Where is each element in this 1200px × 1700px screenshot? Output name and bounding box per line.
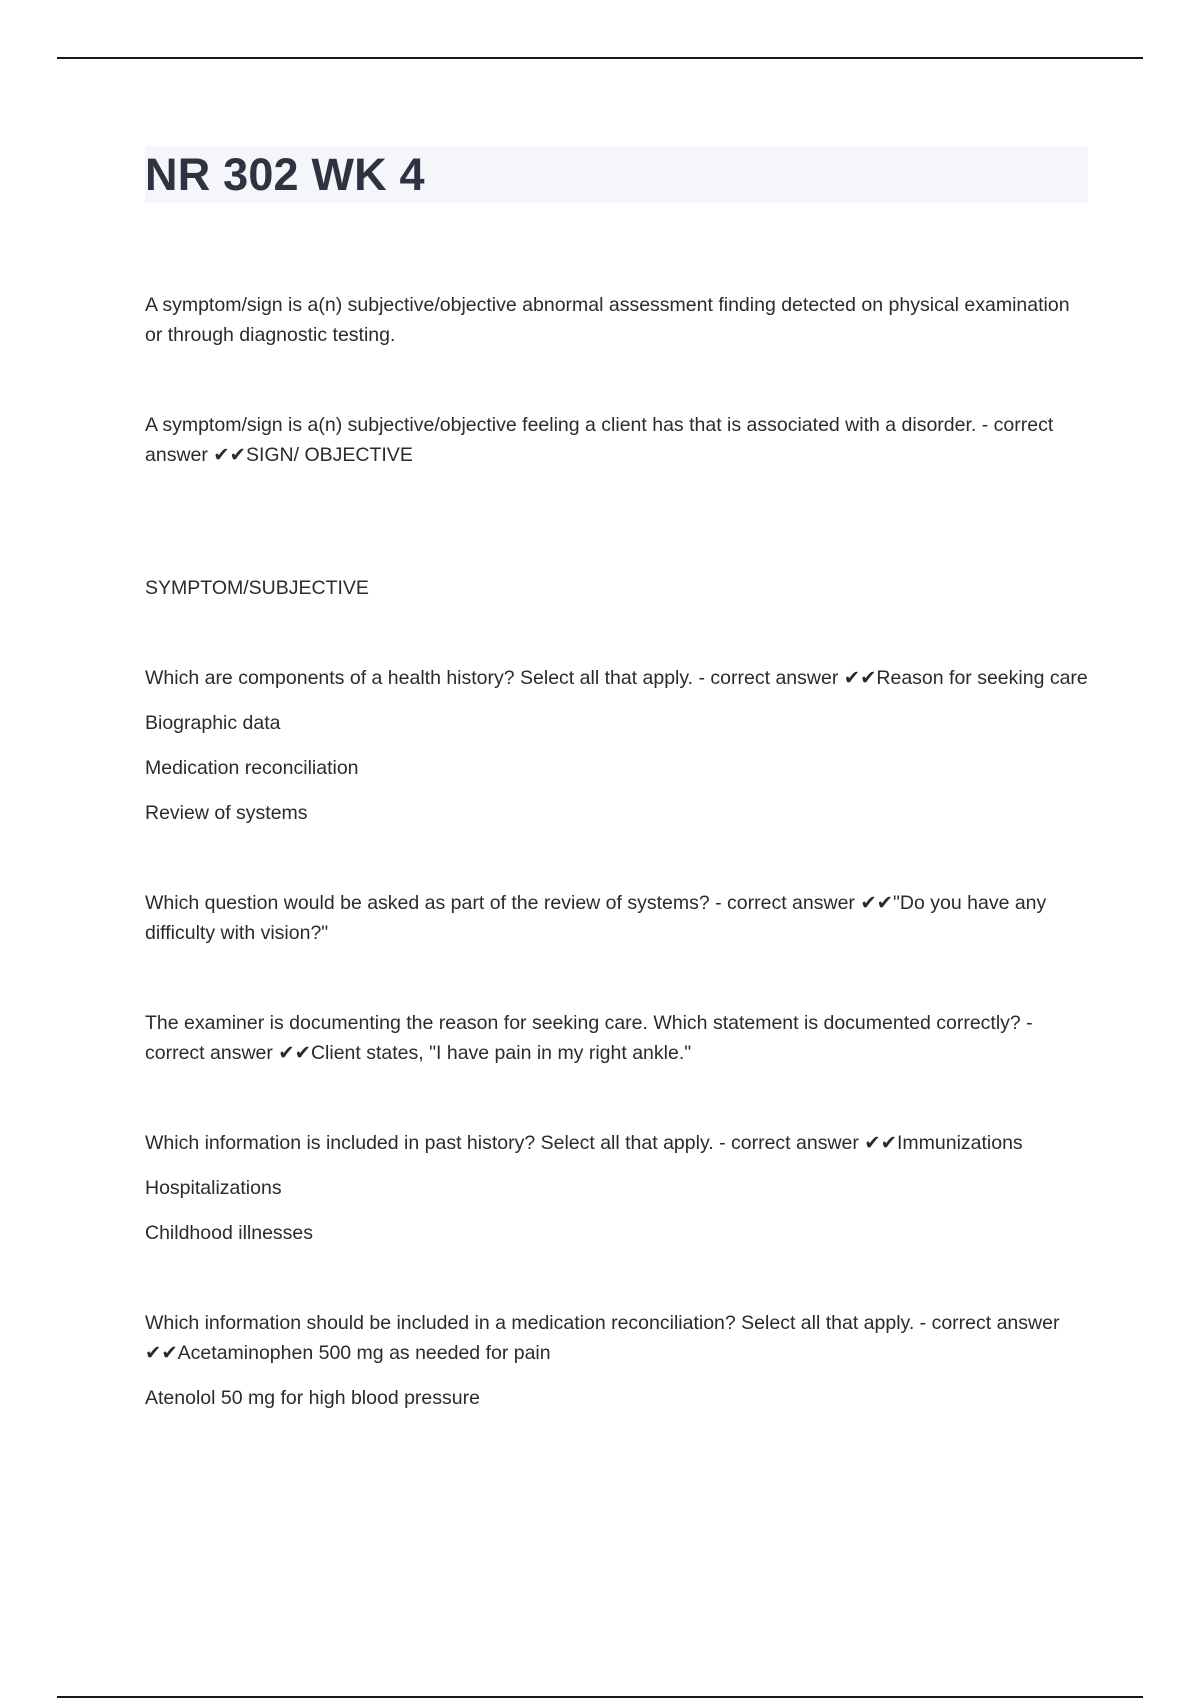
- paragraph-8: Which information should be included in a medication reconciliation? Select all that apply. - correct answer ✔✔Acetaminophen 500 mg as needed for pain: [145, 1312, 1060, 1364]
- list-item-childhood: Childhood illnesses: [145, 1222, 314, 1244]
- paragraph-2: A symptom/sign is a(n) subjective/objective feeling a client has that is associated with a disorder. - correct answer ✔✔SIGN/ OBJECTIVE: [145, 414, 1054, 466]
- top-rule: [57, 57, 1143, 59]
- paragraph-3: SYMPTOM/SUBJECTIVE: [145, 577, 369, 599]
- paragraph-5: Which question would be asked as part of the review of systems? - correct answer ✔✔"Do you have any difficulty with vision?": [145, 892, 1047, 944]
- paragraph-1: A symptom/sign is a(n) subjective/objective abnormal assessment finding detected on physical examination or through diagnostic testing.: [145, 294, 1070, 346]
- list-item-medication: Medication reconciliation: [145, 757, 359, 779]
- paragraph-7: Which information is included in past history? Select all that apply. - correct answer ✔✔Immunizations: [145, 1132, 1023, 1154]
- bottom-rule: [57, 1696, 1143, 1698]
- document-title: NR 302 WK 4: [145, 149, 425, 200]
- paragraph-4: Which are components of a health history? Select all that apply. - correct answer ✔✔Reason for seeking care: [145, 667, 1088, 689]
- list-item-hospitalizations: Hospitalizations: [145, 1177, 282, 1199]
- document-body: [145, 290, 1090, 1413]
- list-item-atenolol: Atenolol 50 mg for high blood pressure: [145, 1387, 480, 1409]
- list-item-biographic: Biographic data: [145, 712, 281, 734]
- list-item-review: Review of systems: [145, 802, 308, 824]
- paragraph-6: The examiner is documenting the reason for seeking care. Which statement is documented correctly? - correct answer ✔✔Client states, "I have pain in my right ankle.": [145, 1012, 1033, 1064]
